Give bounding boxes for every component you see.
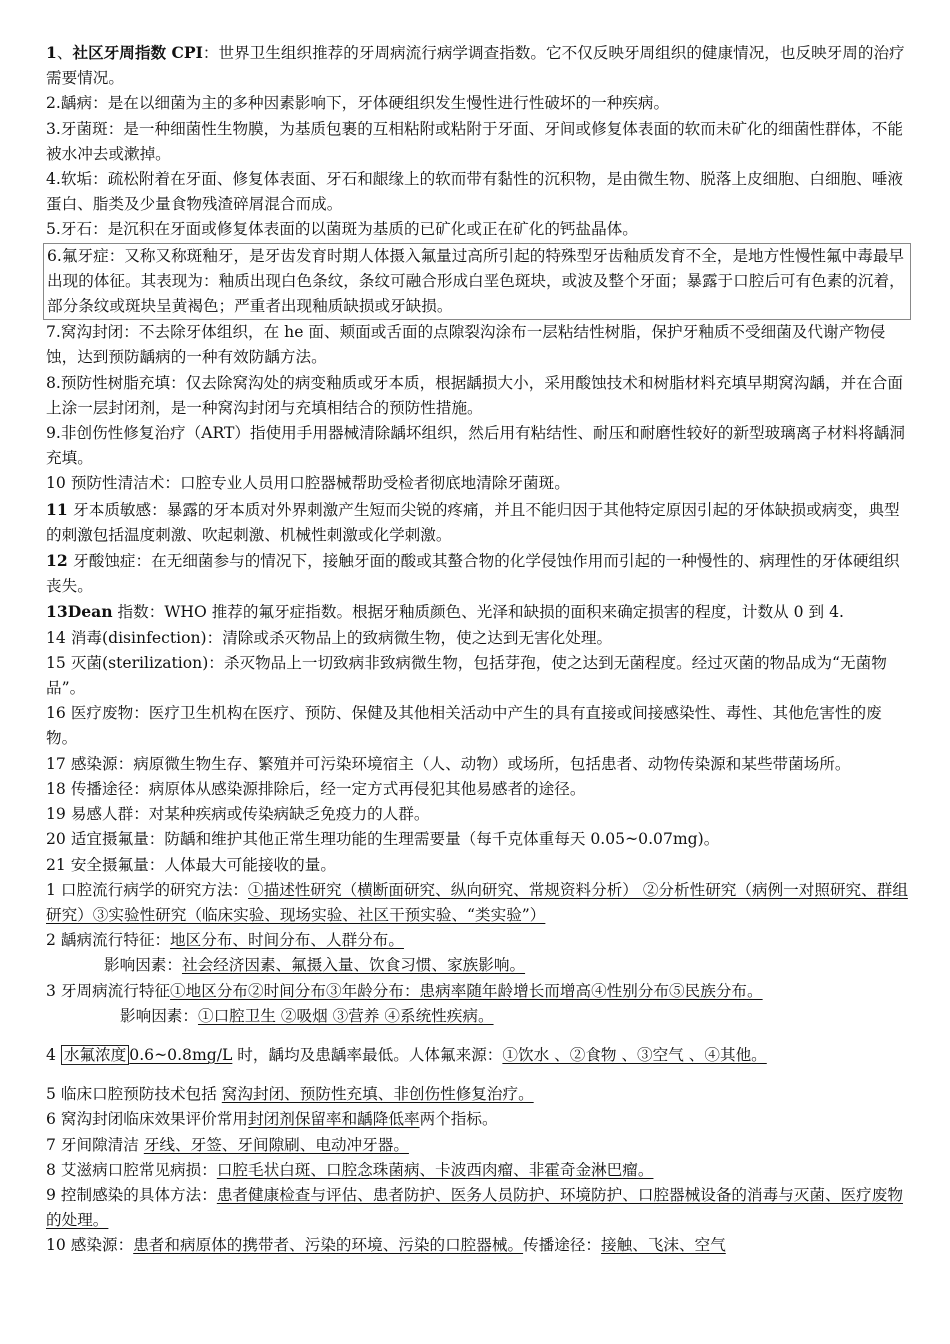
- definition-12: [46, 548, 908, 599]
- definition-term: 窝沟封闭: [60, 323, 124, 342]
- definition-number: 17: [46, 754, 71, 773]
- definition-term: 感染源: [70, 754, 118, 773]
- definition-term: 适宜摄氟量: [70, 830, 149, 849]
- definition-number: 16: [46, 704, 71, 723]
- definition-13: [46, 599, 908, 625]
- definition-number: 8.: [46, 373, 61, 392]
- definition-body: ：疏松附着在牙面、修复体表面、牙石和龈缘上的软而带有黏性的沉积物，是由微生物、脱落上皮细胞、白细胞、唾液蛋白、脂类及少量食物残渣碎屑混合而成。: [46, 170, 903, 214]
- definitions-section: [46, 40, 908, 878]
- definition-number: 15: [46, 653, 71, 672]
- definition-number: 14: [46, 628, 71, 647]
- definition-16: [46, 701, 908, 751]
- definition-number: 12: [46, 551, 74, 571]
- definition-8: [46, 371, 908, 421]
- definition-body: ：WHO 推荐的氟牙症指数。根据牙釉质颜色、光泽和缺损的面积来确定损害的程度，计数从 0 到 4.: [148, 603, 844, 622]
- question-1: 1 口腔流行病学的研究方法：①描述性研究（横断面研究、纵向研究、常规资料分析） ②分析性研究（病例一对照研究、群组研究）③实验性研究（临床实验、现场实验、社区干预实验、“类实验”）: [46, 880, 908, 924]
- definition-term: 传播途径: [70, 779, 134, 798]
- definition-body: ：在无细菌参与的情况下，接触牙面的酸或其螯合物的化学侵蚀作用而引起的一种慢性的、病理性的牙体硬组织丧失。: [46, 552, 900, 596]
- definition-term: 医疗废物: [70, 704, 134, 723]
- definition-term: 消毒(disinfection): [70, 628, 207, 647]
- definition-body: ：人体最大可能接收的量。: [148, 855, 336, 874]
- questions-section: [46, 878, 908, 1259]
- definition-term: 氟牙症: [61, 246, 109, 265]
- definition-7: [46, 320, 908, 370]
- definition-1: 1、社区牙周指数 CPI：世界卫生组织推荐的牙周病流行病学调查指数。它不仅反映牙周组织的健康情况，也反映牙周的治疗需要情况。: [46, 43, 905, 88]
- question-5: 5 临床口腔预防技术包括 窝沟封闭、预防性充填、非创伤性修复治疗。: [46, 1085, 534, 1104]
- question-10: 10 感染源：患者和病原体的携带者、污染的环境、污染的口腔器械。传播途径：接触、飞沫、空气: [46, 1236, 726, 1255]
- boxed-term: 水氟浓度: [61, 1045, 129, 1065]
- question-8: 8 艾滋病口腔常见病损：口腔毛状白斑、口腔念珠菌病、卡波西肉瘤、非霍奇金淋巴瘤。: [46, 1160, 654, 1179]
- definition-number: 2.: [46, 94, 61, 113]
- definition-17: [46, 752, 908, 777]
- definition-number: 10: [46, 474, 71, 493]
- definition-body: ：防龋和维护其他正常生理功能的生理需要量（每千克体重每天 0.05~0.07mg)。: [148, 830, 720, 849]
- question-6: 6 窝沟封闭临床效果评价常用封闭剂保留率和龋降低率两个指标。: [46, 1110, 498, 1129]
- definition-body: ：杀灭物品上一切致病非致病微生物，包括芽孢，使之达到无菌程度。经过灭菌的物品成为“无菌物品”。: [46, 653, 887, 698]
- question-9: 9 控制感染的具体方法：患者健康检查与评估、患者防护、医务人员防护、环境防护、口腔器械设备的消毒与灭菌、医疗废物的处理。: [46, 1185, 903, 1230]
- definition-term: 社区牙周指数 CPI: [72, 43, 203, 62]
- definition-20: [46, 827, 908, 852]
- question-2-factors: 影响因素：社会经济因素、氟摄入量、饮食习惯、家族影响。: [104, 956, 526, 975]
- definition-number: 9.: [46, 424, 61, 443]
- definition-term: 安全摄氟量: [70, 855, 149, 874]
- definition-term: 指数: [112, 603, 149, 622]
- definition-term: 龋病: [60, 94, 93, 113]
- definition-term: 非创伤性修复治疗（ART）: [60, 424, 250, 443]
- definition-5: [46, 217, 908, 242]
- definition-2: [46, 91, 908, 116]
- definition-number: 11: [46, 499, 74, 519]
- definition-body: ：又称又称斑釉牙，是牙齿发育时期人体摄入氟量过高所引起的特殊型牙齿釉质发育不全，是地方性慢性氟中毒最早出现的体征。其表现为：釉质出现白色条纹，条纹可融合形成白垩色斑块，或波及整个牙面；暴露于口腔后可有色素的沉着，部分条纹或斑块呈黄褐色；严重者出现釉质缺损或牙缺损。: [47, 246, 905, 316]
- definition-number: 18: [46, 779, 71, 798]
- definition-15: [46, 651, 908, 701]
- definition-18: [46, 777, 908, 802]
- definition-number: 3.: [46, 119, 61, 138]
- definition-body: ：口腔专业人员用口腔器械帮助受检者彻底地清除牙菌斑。: [164, 474, 570, 493]
- definition-body: ：对某种疾病或传染病缺乏免疫力的人群。: [133, 805, 430, 824]
- definition-4: [46, 167, 908, 217]
- definition-9: [46, 421, 908, 471]
- definition-term: 灭菌(sterilization): [70, 653, 209, 672]
- definition-19: [46, 802, 908, 827]
- question-3-factors: 影响因素：①口腔卫生 ②吸烟 ③营养 ④系统性疾病。: [120, 1006, 494, 1025]
- definition-term: 软垢: [60, 170, 93, 189]
- definition-body: ：医疗卫生机构在医疗、预防、保健及其他相关活动中产生的具有直接或间接感染性、毒性、其他危害性的废物。: [46, 704, 882, 748]
- question-7: 7 牙间隙清洁 牙线、牙签、牙间隙刷、电动冲牙器。: [46, 1135, 409, 1154]
- definition-number: 6.: [47, 246, 62, 265]
- definition-term: 预防性清洁术: [70, 474, 165, 493]
- definition-body: 指使用手用器械清除龋坏组织，然后用有粘结性、耐压和耐磨性较好的新型玻璃离子材料将龋洞充填。: [46, 424, 905, 468]
- definition-term: 牙本质敏感: [73, 500, 152, 519]
- definition-term: 易感人群: [70, 805, 134, 824]
- definition-number: 20: [46, 830, 71, 849]
- definition-3: [46, 117, 908, 167]
- question-4: 4 水氟浓度 0.6~0.8mg/L 时，龋均及患龋率最低。人体氟来源：①饮水 、②食物 、③空气 、④其他。: [46, 1045, 767, 1064]
- definition-body: ：病原体从感染源排除后，经一定方式再侵犯其他易感者的途径。: [133, 779, 586, 798]
- definition-term: 预防性树脂充填: [60, 373, 171, 392]
- definition-body: ：病原微生物生存、繁殖并可污染环境宿主（人、动物）或场所，包括患者、动物传染源和某些带菌场所。: [117, 754, 851, 773]
- definition-body: ：清除或杀灭物品上的致病微生物，使之达到无害化处理。: [206, 628, 613, 647]
- question-2: 2 龋病流行特征：地区分布、时间分布、人群分布。: [46, 931, 404, 950]
- question-3: 3 牙周病流行特征①地区分布②时间分布③年龄分布：患病率随年龄增长而增高④性别分布⑤民族分布。: [46, 981, 763, 1000]
- definition-14: [46, 626, 908, 651]
- definition-number: 19: [46, 805, 71, 824]
- definition-body: ：暴露的牙本质对外界刺激产生短而尖锐的疼痛，并且不能归因于其他特定原因引起的牙体缺损或病变，典型的刺激包括温度刺激、吹起刺激、机械性刺激或化学刺激。: [46, 500, 900, 544]
- definition-body: ：是一种细菌性生物膜，为基质包裹的互相粘附或粘附于牙面、牙间或修复体表面的软而未矿化的细菌性群体，不能被水冲去或漱掉。: [46, 119, 903, 163]
- definition-body: ：是沉积在牙面或修复体表面的以菌斑为基质的已矿化或正在矿化的钙盐晶体。: [92, 220, 638, 239]
- definition-number: 7.: [46, 323, 61, 342]
- definition-11: [46, 497, 908, 548]
- definition-10: [46, 471, 908, 496]
- definition-body: ：世界卫生组织推荐的牙周病流行病学调查指数。它不仅反映牙周组织的健康情况，也反映牙周的治疗需要情况。: [46, 44, 905, 88]
- definition-number: 1: [46, 43, 57, 62]
- definition-body: ：仅去除窝沟处的病变釉质或牙本质，根据龋损大小，采用酸蚀技术和树脂材料充填早期窝沟龋，并在合面上涂一层封闭剂，是一种窝沟封闭与充填相结合的预防性措施。: [46, 373, 903, 417]
- definition-number: 13Dean: [46, 602, 113, 622]
- definition-6: [43, 243, 911, 321]
- definition-21: [46, 853, 908, 878]
- definition-body: ：是在以细菌为主的多种因素影响下，牙体硬组织发生慢性进行性破坏的一种疾病。: [92, 94, 670, 113]
- definition-term: 牙菌斑: [60, 119, 108, 138]
- definition-number: 21: [46, 855, 71, 874]
- definition-number: 5.: [46, 220, 61, 239]
- definition-term: 牙石: [60, 220, 93, 239]
- definition-term: 牙酸蚀症: [73, 552, 136, 571]
- definition-body: ：不去除牙体组织，在 he 面、颊面或舌面的点隙裂沟涂布一层粘结性树脂，保护牙釉质不受细菌及代谢产物侵蚀，达到预防龋病的一种有效防龋方法。: [46, 323, 886, 367]
- definition-number: 4.: [46, 170, 61, 189]
